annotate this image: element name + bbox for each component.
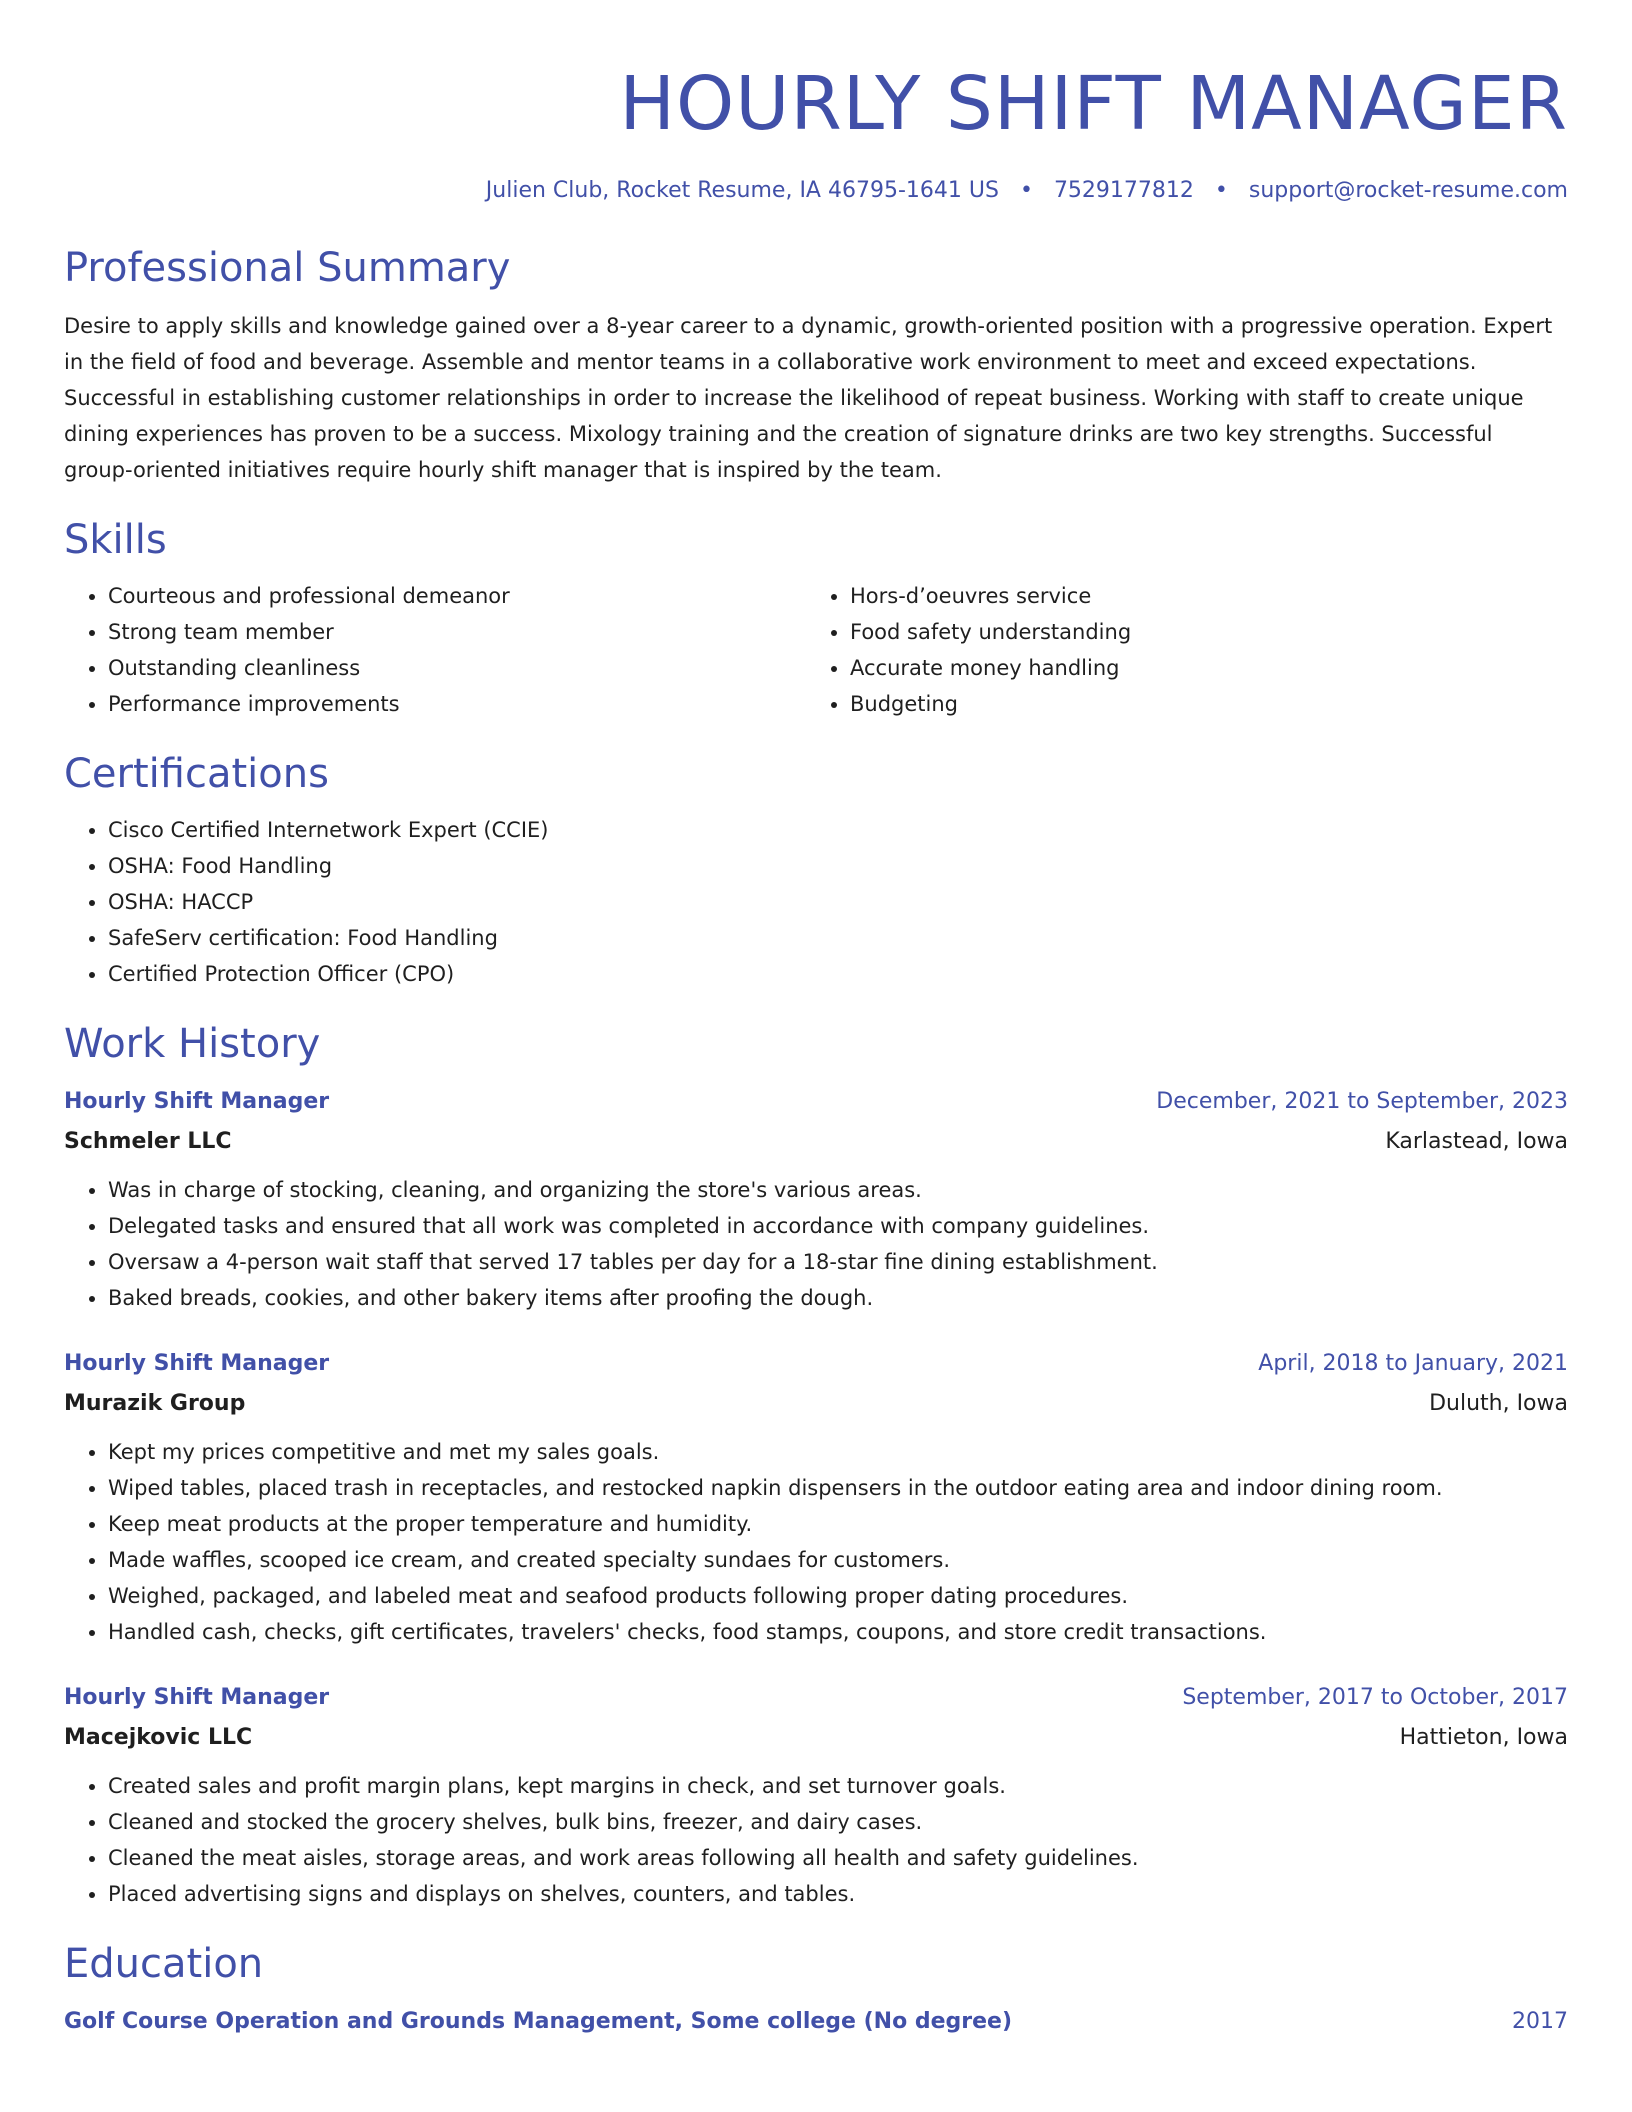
certification-item: • Cisco Certified Internetwork Expert (CCIE) (108, 812, 1568, 848)
certification-item: • Certified Protection Officer (CPO) (108, 956, 1568, 992)
job-location: Duluth, Iowa (1429, 1391, 1568, 1416)
job-bullet: • Keep meat products at the proper temperature and humidity. (108, 1506, 1568, 1542)
contact-address: Julien Club, Rocket Resume, IA 46795-1641 US (485, 178, 999, 203)
job-bullets (64, 1434, 1568, 1650)
certification-item: • SafeServ certification: Food Handling (108, 920, 1568, 956)
job-bullet: • Cleaned and stocked the grocery shelves, bulk bins, freezer, and dairy cases. (108, 1804, 1568, 1840)
job-company: Macejkovic LLC (64, 1725, 253, 1750)
job-bullet: • Kept my prices competitive and met my sales goals. (108, 1434, 1568, 1470)
contact-line (64, 176, 1568, 206)
job-title: Hourly Shift Manager (64, 1089, 330, 1114)
job-bullet: • Created sales and profit margin plans, kept margins in check, and set turnover goals. (108, 1768, 1568, 1804)
job-entry (64, 1084, 1568, 1316)
certification-item: • OSHA: Food Handling (108, 848, 1568, 884)
skill-item: • Food safety understanding (850, 614, 1548, 650)
skill-item: • Hors-d’oeuvres service (850, 578, 1548, 614)
education-year: 2017 (1512, 2009, 1568, 2034)
work-history-section (64, 1018, 1568, 1912)
job-dates: September, 2017 to October, 2017 (1182, 1685, 1568, 1710)
job-company: Schmeler LLC (64, 1129, 232, 1154)
skill-item: • Outstanding cleanliness (108, 650, 806, 686)
summary-text: Desire to apply skills and knowledge gained over a 8-year career to a dynamic, growth-oriented position with a progressive operation. Expert in the field of food and beverage. Assemble and mentor teams in a collaborative work environment to meet and exceed expectations. Successful in establishing customer relationships in order to increase the likelihood of repeat business. Working with staff to create unique dining experiences has proven to be a success. Mixology training and the creation of signature drinks are two key strengths. Successful group-oriented initiatives require hourly shift manager that is inspired by the team. (64, 314, 1553, 482)
certifications-heading: Certifications (64, 751, 329, 797)
job-bullet: • Delegated tasks and ensured that all work was completed in accordance with company guidelines. (108, 1208, 1568, 1244)
contact-email: support@rocket-resume.com (1248, 178, 1568, 203)
job-location: Hattieton, Iowa (1399, 1725, 1568, 1750)
summary-heading: Professional Summary (64, 245, 511, 291)
resume-name: HOURLY SHIFT MANAGER (619, 61, 1568, 147)
job-title: Hourly Shift Manager (64, 1351, 330, 1376)
job-title: Hourly Shift Manager (64, 1685, 330, 1710)
skill-item: • Performance improvements (108, 686, 806, 722)
summary-section (64, 242, 1568, 488)
job-bullets (64, 1768, 1568, 1912)
certifications-list (64, 812, 1568, 992)
contact-phone: 7529177812 (1053, 178, 1194, 203)
certifications-section (64, 748, 1568, 992)
skills-list-left (64, 578, 806, 722)
contact-separator: • (1019, 178, 1033, 203)
certification-item: • OSHA: HACCP (108, 884, 1568, 920)
job-bullet: • Made waffles, scooped ice cream, and created specialty sundaes for customers. (108, 1542, 1568, 1578)
job-bullet: • Was in charge of stocking, cleaning, and organizing the store's various areas. (108, 1172, 1568, 1208)
work-history-heading: Work History (64, 1021, 321, 1067)
job-dates: April, 2018 to January, 2021 (1258, 1351, 1568, 1376)
job-bullet: • Handled cash, checks, gift certificates, travelers' checks, food stamps, coupons, and store credit transactions. (108, 1614, 1568, 1650)
education-entry (64, 2004, 1568, 2040)
skills-section (64, 514, 1568, 722)
skills-grid (64, 578, 1568, 722)
resume-page (64, 54, 1568, 2040)
job-dates: December, 2021 to September, 2023 (1156, 1089, 1568, 1114)
job-bullet: • Wiped tables, placed trash in receptacles, and restocked napkin dispensers in the outdoor eating area and indoor dining room. (108, 1470, 1568, 1506)
job-bullet: • Oversaw a 4-person wait staff that served 17 tables per day for a 18-star fine dining establishment. (108, 1244, 1568, 1280)
education-heading: Education (64, 1941, 264, 1987)
job-company: Murazik Group (64, 1391, 246, 1416)
job-bullet: • Baked breads, cookies, and other bakery items after proofing the dough. (108, 1280, 1568, 1316)
job-bullet: • Cleaned the meat aisles, storage areas, and work areas following all health and safety guidelines. (108, 1840, 1568, 1876)
education-degree: Golf Course Operation and Grounds Management, Some college (No degree) (64, 2009, 1013, 2034)
job-entry (64, 1680, 1568, 1912)
job-bullets (64, 1172, 1568, 1316)
skills-heading: Skills (64, 517, 167, 563)
skill-item: • Budgeting (850, 686, 1548, 722)
job-location: Karlastead, Iowa (1385, 1129, 1568, 1154)
job-bullet: • Weighed, packaged, and labeled meat and seafood products following proper dating procedures. (108, 1578, 1568, 1614)
skill-item: • Courteous and professional demeanor (108, 578, 806, 614)
skills-list-right (806, 578, 1548, 722)
contact-separator: • (1214, 178, 1228, 203)
skill-item: • Strong team member (108, 614, 806, 650)
education-section (64, 1938, 1568, 2040)
skill-item: • Accurate money handling (850, 650, 1548, 686)
job-bullet: • Placed advertising signs and displays on shelves, counters, and tables. (108, 1876, 1568, 1912)
job-entry (64, 1346, 1568, 1650)
